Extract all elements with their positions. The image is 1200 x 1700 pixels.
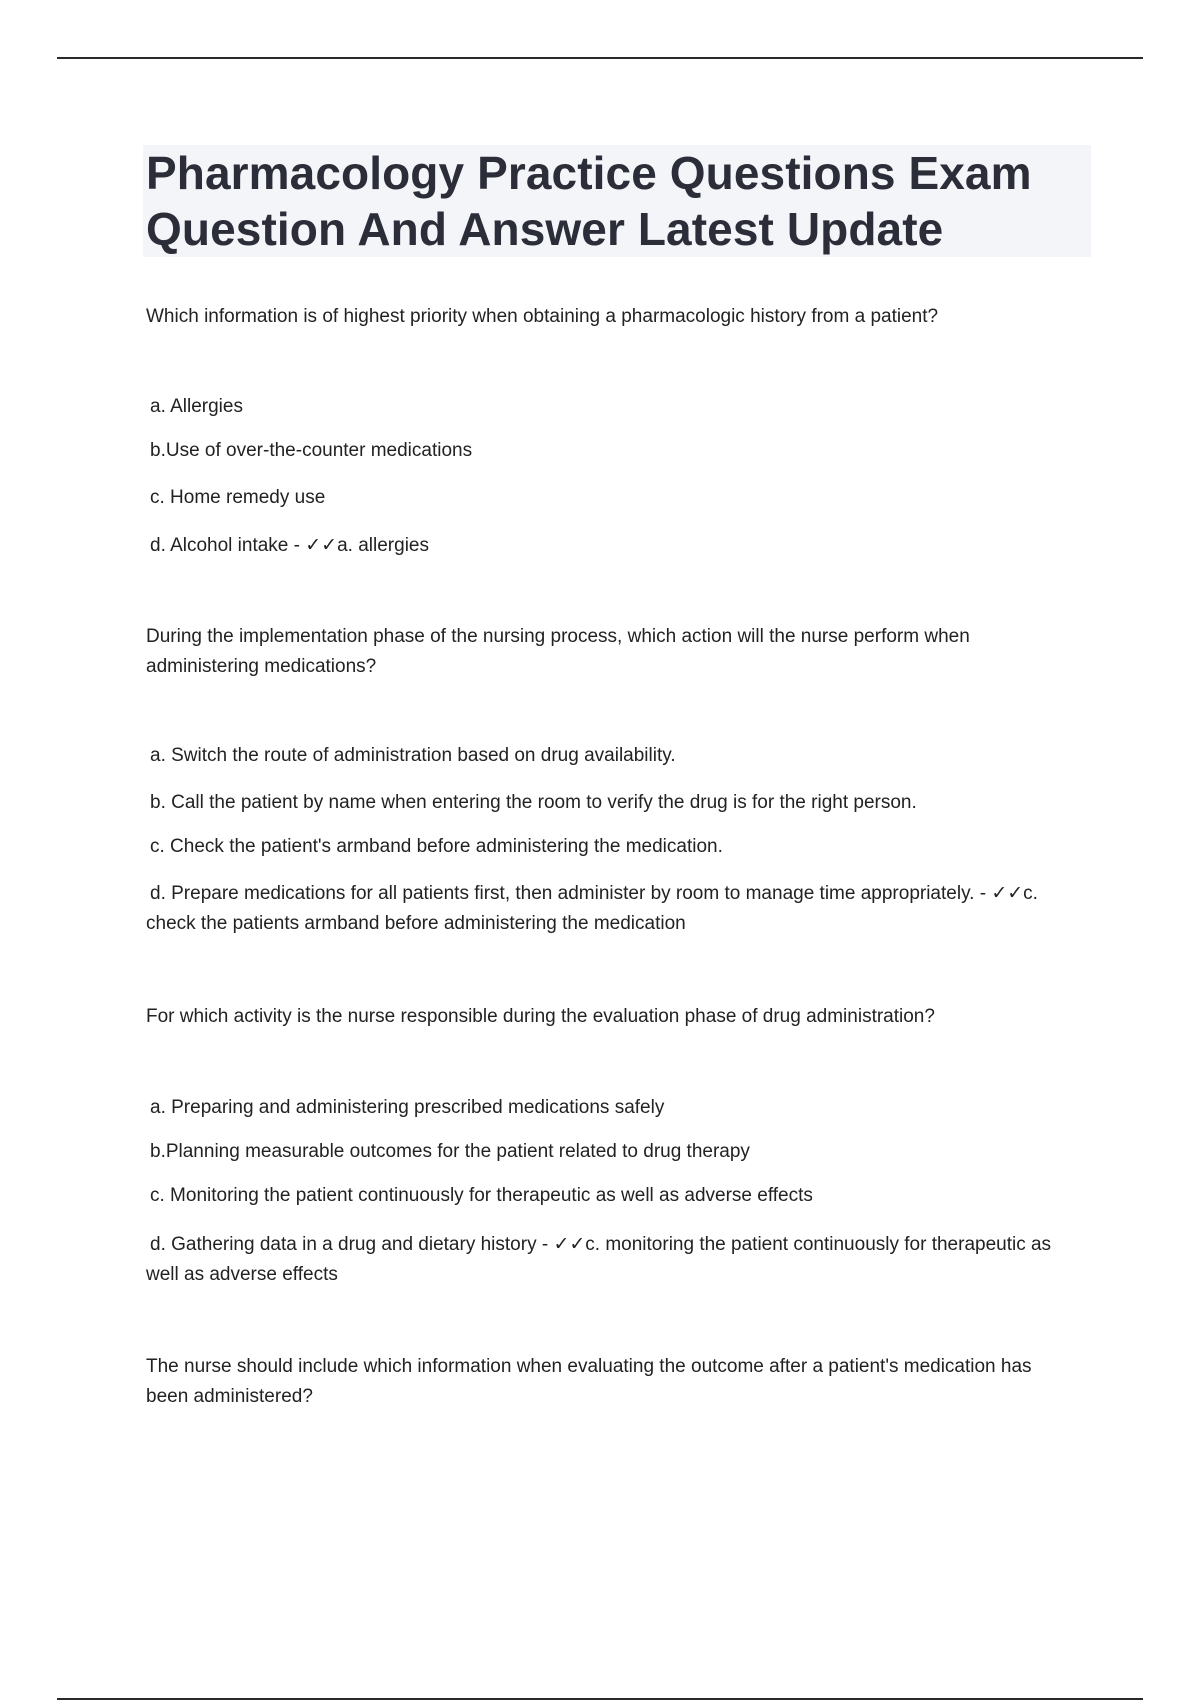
question-3-option-d-answer: d. Gathering data in a drug and dietary history - ✓✓c. monitoring the patient continuously for therapeutic as well as adverse effects bbox=[146, 1234, 1052, 1285]
question-2-option-a: a. Switch the route of administration based on drug availability. bbox=[150, 745, 676, 766]
question-2-option-b: b. Call the patient by name when entering the room to verify the drug is for the right person. bbox=[150, 792, 917, 813]
question-1-option-b: b.Use of over-the-counter medications bbox=[150, 440, 473, 461]
title-line-2: Question And Answer Latest Update bbox=[146, 203, 944, 255]
title-line-1: Pharmacology Practice Questions Exam bbox=[146, 147, 1032, 199]
question-2-option-d-answer: d. Prepare medications for all patients first, then administer by room to manage time appropriately. - ✓✓c. check the patients armband before administering the medication bbox=[146, 883, 1038, 934]
top-rule bbox=[57, 57, 1143, 59]
page-title bbox=[143, 145, 1091, 257]
question-3-option-b: b.Planning measurable outcomes for the patient related to drug therapy bbox=[150, 1141, 750, 1162]
question-2-option-c: c. Check the patient's armband before administering the medication. bbox=[150, 836, 723, 857]
question-1-option-a: a. Allergies bbox=[150, 396, 243, 417]
question-1-option-c: c. Home remedy use bbox=[150, 487, 326, 508]
question-1-option-d-answer: d. Alcohol intake - ✓✓a. allergies bbox=[150, 535, 429, 556]
question-3-option-a: a. Preparing and administering prescribed medications safely bbox=[150, 1097, 665, 1118]
question-3-option-c: c. Monitoring the patient continuously for therapeutic as well as adverse effects bbox=[150, 1185, 813, 1206]
question-4: The nurse should include which information when evaluating the outcome after a patient's medication has been administered? bbox=[146, 1356, 1032, 1407]
question-3: For which activity is the nurse responsible during the evaluation phase of drug administration? bbox=[146, 1006, 935, 1027]
title-block bbox=[143, 145, 1091, 257]
question-2: During the implementation phase of the nursing process, which action will the nurse perform when administering medications? bbox=[146, 626, 970, 677]
question-1: Which information is of highest priority when obtaining a pharmacologic history from a patient? bbox=[146, 306, 939, 327]
